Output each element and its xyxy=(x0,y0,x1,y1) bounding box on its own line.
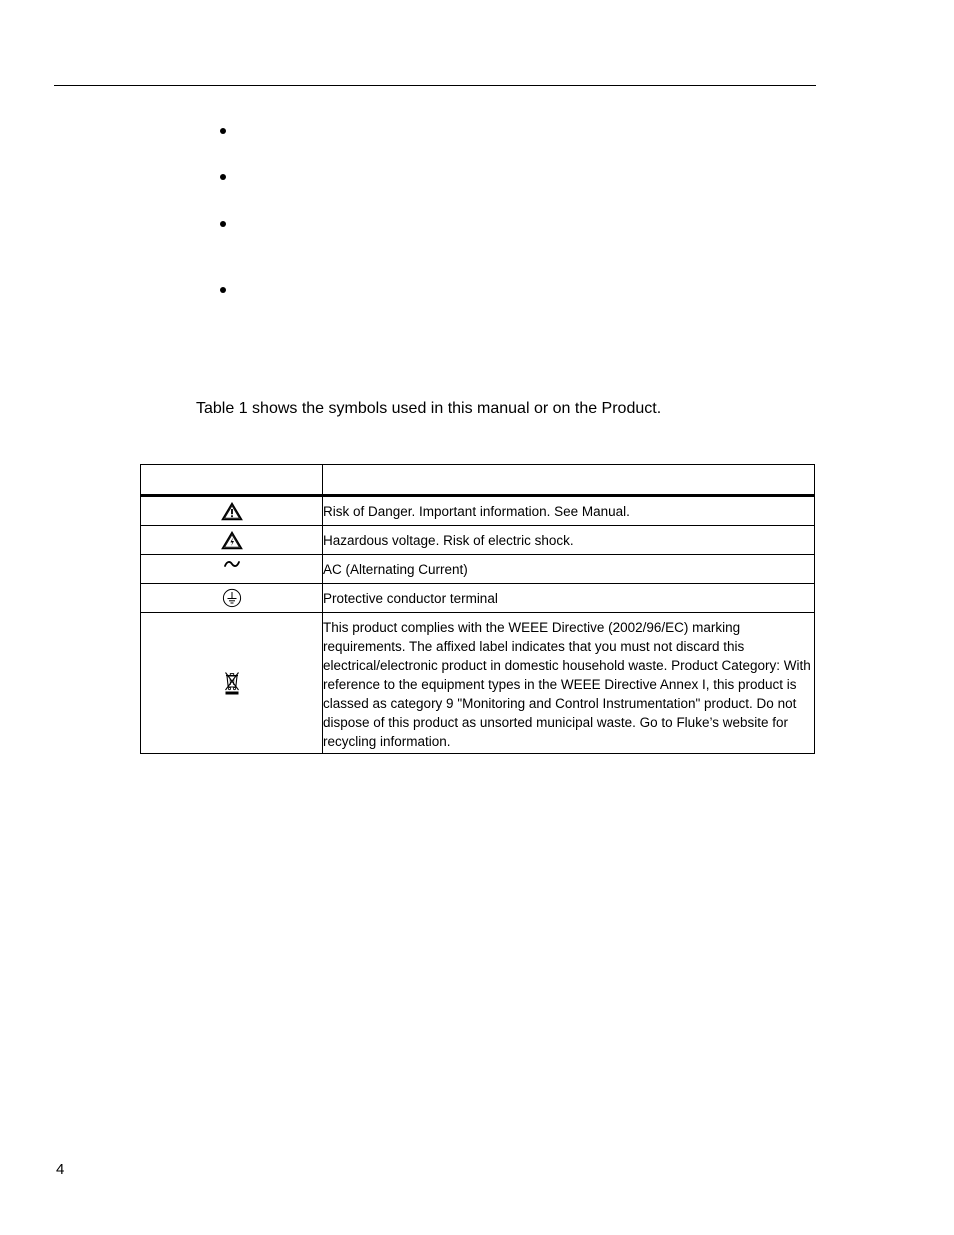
weee-crossed-bin-icon xyxy=(223,670,241,696)
bullet-point xyxy=(219,220,227,228)
page-number: 4 xyxy=(56,1161,65,1178)
symbol-cell xyxy=(141,555,323,584)
table-header-row xyxy=(141,465,815,496)
table-row xyxy=(141,496,815,526)
header-symbol xyxy=(141,465,323,496)
header-description xyxy=(323,465,815,496)
symbol-cell xyxy=(141,526,323,555)
lightning-triangle-icon xyxy=(221,531,243,550)
header-rule xyxy=(54,85,816,86)
symbols-table xyxy=(140,464,815,754)
description-cell: This product complies with the WEEE Directive (2002/96/EC) marking requirements. The affixed label indicates that you must not discard this electrical/electronic product in domestic household waste. Product Category: With reference to the equipment types in the WEEE Directive Annex I, this product is classed as category 9 "Monitoring and Control Instrumentation" product. Do not dispose of this product as unsorted municipal waste. Go to Fluke’s website for recycling information. xyxy=(323,613,815,754)
description-cell: Hazardous voltage. Risk of electric shock. xyxy=(323,526,815,555)
symbol-cell xyxy=(141,584,323,613)
ac-tilde-icon xyxy=(223,558,241,570)
table-row xyxy=(141,584,815,613)
bullet-point xyxy=(219,127,227,135)
symbol-cell xyxy=(141,496,323,526)
table-row xyxy=(141,555,815,584)
intro-paragraph: Table 1 shows the symbols used in this manual or on the Product. xyxy=(196,400,662,417)
symbol-cell xyxy=(141,613,323,754)
description-cell: AC (Alternating Current) xyxy=(323,555,815,584)
description-cell: Protective conductor terminal xyxy=(323,584,815,613)
warning-triangle-icon xyxy=(221,502,243,521)
table-row xyxy=(141,526,815,555)
bullet-point xyxy=(219,173,227,181)
table-row xyxy=(141,613,815,754)
protective-ground-icon xyxy=(222,588,242,608)
description-cell: Risk of Danger. Important information. See Manual. xyxy=(323,496,815,526)
bullet-point xyxy=(219,286,227,294)
